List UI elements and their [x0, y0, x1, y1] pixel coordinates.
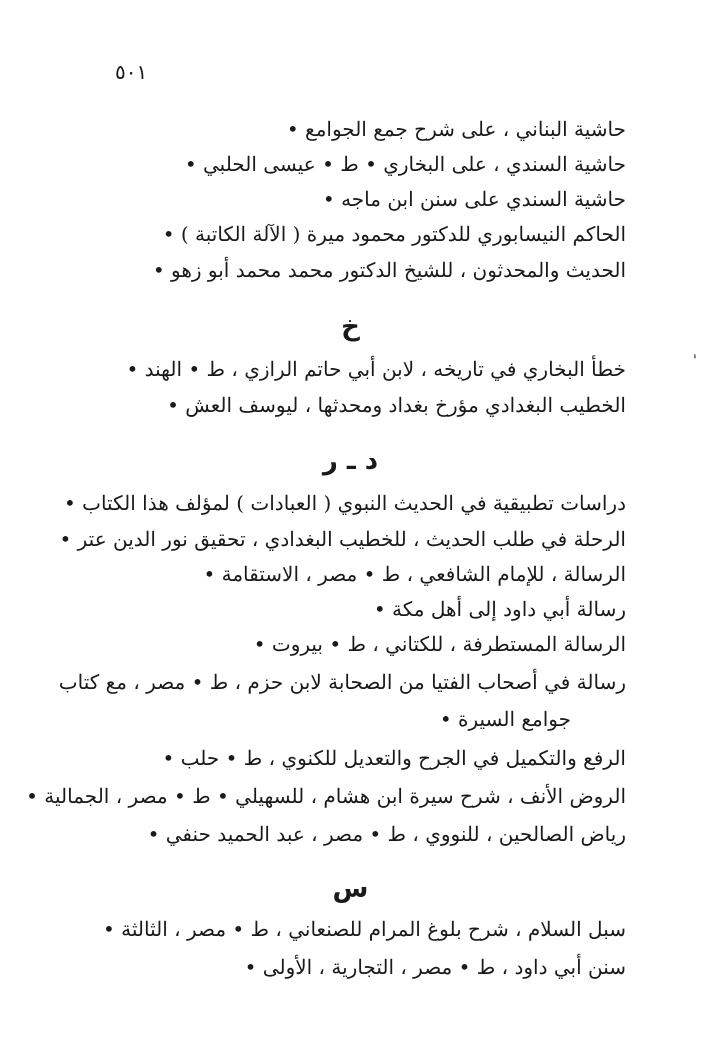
- bibliography-entry: رياض الصالحين ، للنووي ، ط • مصر ، عبد الحميد حنفي •: [147, 822, 626, 846]
- bibliography-entry: دراسات تطبيقية في الحديث النبوي ( العبادات ) لمؤلف هذا الكتاب •: [63, 491, 626, 515]
- bibliography-entry: خطأ البخاري في تاريخه ، لابن أبي حاتم الرازي ، ط • الهند •: [126, 357, 626, 381]
- bibliography-entry: الخطيب البغدادي مؤرخ بغداد ومحدثها ، ليوسف العش •: [167, 393, 626, 417]
- bibliography-entry: حاشية السندي على سنن ابن ماجه •: [322, 187, 626, 211]
- bibliography-entry: الروض الأنف ، شرح سيرة ابن هشام ، للسهيلي • ط • مصر ، الجمالية •: [26, 784, 626, 808]
- bibliography-entry: الرفع والتكميل في الجرح والتعديل للكنوي ، ط • حلب •: [162, 746, 626, 770]
- section-heading-dal-ra: د ـ ر: [322, 446, 379, 476]
- bibliography-entry-continuation: جوامع السيرة •: [439, 707, 571, 731]
- page-number: ٥٠١: [115, 60, 148, 84]
- bibliography-entry: رسالة أبي داود إلى أهل مكة •: [373, 597, 626, 621]
- margin-mark: ': [693, 353, 697, 369]
- bibliography-entry: حاشية السندي ، على البخاري • ط • عيسى الحلبي •: [184, 152, 626, 176]
- bibliography-entry: الحاكم النيسابوري للدكتور محمود ميرة ( الآلة الكاتبة ) •: [162, 222, 626, 246]
- bibliography-entry: حاشية البناني ، على شرح جمع الجوامع •: [286, 117, 626, 141]
- bibliography-entry: الرسالة المستطرفة ، للكتاني ، ط • بيروت •: [253, 632, 626, 656]
- bibliography-entry: رسالة في أصحاب الفتيا من الصحابة لابن حزم ، ط • مصر ، مع كتاب: [58, 670, 626, 694]
- bibliography-entry: الرحلة في طلب الحديث ، للخطيب البغدادي ، تحقيق نور الدين عتر •: [59, 527, 626, 551]
- section-heading-sin: س: [332, 874, 369, 904]
- section-heading-kha: خ: [341, 312, 360, 342]
- bibliography-entry: الرسالة ، للإمام الشافعي ، ط • مصر ، الاستقامة •: [203, 562, 626, 586]
- bibliography-entry: الحديث والمحدثون ، للشيخ الدكتور محمد محمد أبو زهو •: [152, 258, 626, 282]
- bibliography-entry: سنن أبي داود ، ط • مصر ، التجارية ، الأولى •: [244, 955, 626, 979]
- bibliography-entry: سبل السلام ، شرح بلوغ المرام للصنعاني ، ط • مصر ، الثالثة •: [103, 917, 626, 941]
